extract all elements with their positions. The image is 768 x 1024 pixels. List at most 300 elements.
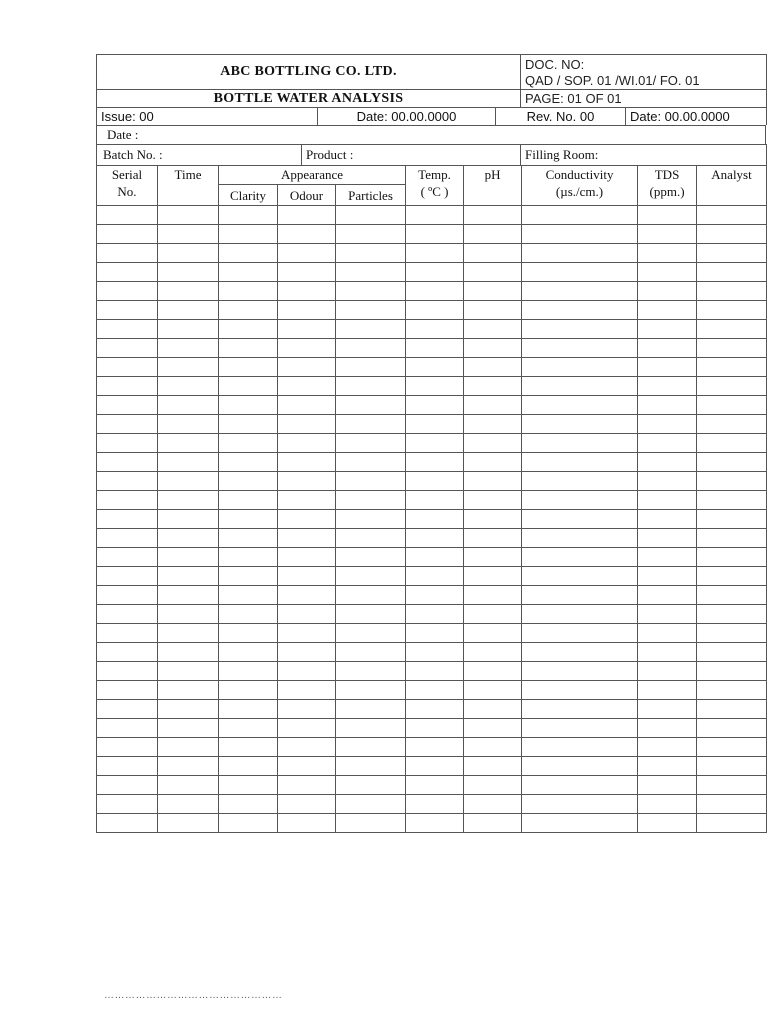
table-cell[interactable] [406,453,464,472]
table-cell[interactable] [522,757,638,776]
table-cell[interactable] [158,491,219,510]
table-cell[interactable] [697,586,767,605]
table-cell[interactable] [697,757,767,776]
table-cell[interactable] [278,434,336,453]
table-cell[interactable] [336,548,406,567]
table-cell[interactable] [638,719,697,738]
table-cell[interactable] [522,453,638,472]
table-cell[interactable] [336,472,406,491]
table-cell[interactable] [219,358,278,377]
table-cell[interactable] [697,320,767,339]
table-cell[interactable] [158,301,219,320]
table-cell[interactable] [278,548,336,567]
table-cell[interactable] [158,643,219,662]
table-cell[interactable] [158,738,219,757]
table-cell[interactable] [406,776,464,795]
table-cell[interactable] [97,586,158,605]
table-cell[interactable] [522,776,638,795]
table-cell[interactable] [638,453,697,472]
table-cell[interactable] [336,396,406,415]
table-cell[interactable] [278,624,336,643]
table-cell[interactable] [638,225,697,244]
table-cell[interactable] [336,719,406,738]
table-cell[interactable] [464,244,522,263]
table-cell[interactable] [336,206,406,225]
table-cell[interactable] [278,396,336,415]
table-cell[interactable] [278,605,336,624]
table-cell[interactable] [522,624,638,643]
table-cell[interactable] [697,472,767,491]
table-cell[interactable] [464,700,522,719]
table-cell[interactable] [464,757,522,776]
table-cell[interactable] [638,738,697,757]
table-cell[interactable] [464,814,522,833]
table-cell[interactable] [464,415,522,434]
table-cell[interactable] [278,491,336,510]
table-cell[interactable] [464,567,522,586]
table-cell[interactable] [522,814,638,833]
table-cell[interactable] [278,244,336,263]
table-cell[interactable] [278,814,336,833]
table-cell[interactable] [638,301,697,320]
table-cell[interactable] [697,548,767,567]
table-cell[interactable] [697,244,767,263]
table-cell[interactable] [97,244,158,263]
table-cell[interactable] [219,225,278,244]
table-cell[interactable] [219,757,278,776]
table-cell[interactable] [522,491,638,510]
table-cell[interactable] [464,662,522,681]
table-cell[interactable] [638,358,697,377]
table-cell[interactable] [522,339,638,358]
table-cell[interactable] [158,586,219,605]
table-cell[interactable] [697,719,767,738]
table-cell[interactable] [97,415,158,434]
table-cell[interactable] [97,282,158,301]
table-cell[interactable] [406,795,464,814]
table-cell[interactable] [638,586,697,605]
table-cell[interactable] [464,472,522,491]
table-cell[interactable] [158,282,219,301]
table-cell[interactable] [697,795,767,814]
table-cell[interactable] [464,339,522,358]
table-cell[interactable] [697,206,767,225]
table-cell[interactable] [406,339,464,358]
table-cell[interactable] [158,339,219,358]
table-cell[interactable] [336,301,406,320]
table-cell[interactable] [522,700,638,719]
table-cell[interactable] [406,548,464,567]
table-cell[interactable] [522,662,638,681]
table-cell[interactable] [158,225,219,244]
table-cell[interactable] [406,472,464,491]
table-cell[interactable] [278,377,336,396]
table-cell[interactable] [464,795,522,814]
table-cell[interactable] [697,510,767,529]
table-cell[interactable] [219,339,278,358]
table-cell[interactable] [406,624,464,643]
table-cell[interactable] [97,624,158,643]
table-cell[interactable] [522,320,638,339]
table-cell[interactable] [158,415,219,434]
table-cell[interactable] [278,776,336,795]
table-cell[interactable] [406,681,464,700]
table-cell[interactable] [97,358,158,377]
table-cell[interactable] [638,339,697,358]
table-cell[interactable] [336,434,406,453]
table-cell[interactable] [219,586,278,605]
table-cell[interactable] [219,681,278,700]
table-cell[interactable] [278,643,336,662]
table-cell[interactable] [158,263,219,282]
table-cell[interactable] [464,529,522,548]
table-cell[interactable] [406,206,464,225]
table-cell[interactable] [97,757,158,776]
table-cell[interactable] [336,757,406,776]
table-cell[interactable] [158,434,219,453]
table-cell[interactable] [406,415,464,434]
table-cell[interactable] [464,491,522,510]
table-cell[interactable] [219,472,278,491]
table-cell[interactable] [158,719,219,738]
table-cell[interactable] [97,681,158,700]
table-cell[interactable] [697,814,767,833]
table-cell[interactable] [697,681,767,700]
table-cell[interactable] [158,472,219,491]
table-cell[interactable] [219,282,278,301]
table-cell[interactable] [522,605,638,624]
table-cell[interactable] [278,225,336,244]
table-cell[interactable] [219,396,278,415]
table-cell[interactable] [464,548,522,567]
table-cell[interactable] [158,624,219,643]
table-cell[interactable] [97,396,158,415]
table-cell[interactable] [638,434,697,453]
table-cell[interactable] [697,263,767,282]
table-cell[interactable] [406,643,464,662]
table-cell[interactable] [406,434,464,453]
table-cell[interactable] [97,434,158,453]
table-cell[interactable] [638,415,697,434]
table-cell[interactable] [219,662,278,681]
table-cell[interactable] [336,681,406,700]
table-cell[interactable] [336,700,406,719]
table-cell[interactable] [522,548,638,567]
table-cell[interactable] [638,206,697,225]
table-cell[interactable] [464,282,522,301]
table-cell[interactable] [336,263,406,282]
table-cell[interactable] [278,282,336,301]
table-cell[interactable] [406,567,464,586]
table-cell[interactable] [638,814,697,833]
table-cell[interactable] [97,605,158,624]
table-cell[interactable] [697,738,767,757]
table-cell[interactable] [464,586,522,605]
table-cell[interactable] [697,605,767,624]
table-cell[interactable] [158,529,219,548]
table-cell[interactable] [97,263,158,282]
table-cell[interactable] [278,453,336,472]
table-cell[interactable] [336,529,406,548]
table-cell[interactable] [638,472,697,491]
table-cell[interactable] [697,358,767,377]
table-cell[interactable] [336,491,406,510]
table-cell[interactable] [97,339,158,358]
table-cell[interactable] [278,586,336,605]
table-cell[interactable] [97,776,158,795]
table-cell[interactable] [638,396,697,415]
table-cell[interactable] [697,396,767,415]
table-cell[interactable] [406,377,464,396]
table-cell[interactable] [406,757,464,776]
table-cell[interactable] [464,396,522,415]
table-cell[interactable] [97,320,158,339]
table-cell[interactable] [219,624,278,643]
table-cell[interactable] [464,320,522,339]
table-cell[interactable] [522,434,638,453]
table-cell[interactable] [406,358,464,377]
table-cell[interactable] [158,320,219,339]
table-cell[interactable] [522,377,638,396]
table-cell[interactable] [464,453,522,472]
table-cell[interactable] [697,339,767,358]
table-cell[interactable] [336,662,406,681]
table-cell[interactable] [219,320,278,339]
table-cell[interactable] [97,567,158,586]
table-cell[interactable] [336,776,406,795]
table-cell[interactable] [158,776,219,795]
table-cell[interactable] [638,795,697,814]
table-cell[interactable] [697,529,767,548]
table-cell[interactable] [278,472,336,491]
table-cell[interactable] [406,282,464,301]
table-cell[interactable] [97,700,158,719]
table-cell[interactable] [158,548,219,567]
table-cell[interactable] [97,719,158,738]
table-cell[interactable] [464,776,522,795]
table-cell[interactable] [97,643,158,662]
table-cell[interactable] [638,757,697,776]
table-cell[interactable] [336,510,406,529]
table-cell[interactable] [638,776,697,795]
table-cell[interactable] [336,415,406,434]
table-cell[interactable] [406,814,464,833]
table-cell[interactable] [464,225,522,244]
table-cell[interactable] [464,681,522,700]
table-cell[interactable] [336,339,406,358]
table-cell[interactable] [278,681,336,700]
table-cell[interactable] [406,719,464,738]
table-cell[interactable] [219,529,278,548]
table-cell[interactable] [278,700,336,719]
table-cell[interactable] [278,206,336,225]
table-cell[interactable] [219,643,278,662]
table-cell[interactable] [464,605,522,624]
table-cell[interactable] [522,358,638,377]
table-cell[interactable] [278,415,336,434]
table-cell[interactable] [464,263,522,282]
table-cell[interactable] [219,814,278,833]
table-cell[interactable] [219,548,278,567]
table-cell[interactable] [219,453,278,472]
table-cell[interactable] [219,263,278,282]
table-cell[interactable] [406,529,464,548]
table-cell[interactable] [638,510,697,529]
table-cell[interactable] [406,700,464,719]
table-cell[interactable] [219,700,278,719]
table-cell[interactable] [158,244,219,263]
table-cell[interactable] [522,529,638,548]
table-cell[interactable] [97,510,158,529]
table-cell[interactable] [522,225,638,244]
table-cell[interactable] [219,301,278,320]
table-cell[interactable] [406,396,464,415]
table-cell[interactable] [522,472,638,491]
table-cell[interactable] [697,377,767,396]
table-cell[interactable] [522,681,638,700]
table-cell[interactable] [219,244,278,263]
table-cell[interactable] [278,510,336,529]
table-cell[interactable] [278,662,336,681]
table-cell[interactable] [158,567,219,586]
table-cell[interactable] [464,301,522,320]
table-cell[interactable] [638,320,697,339]
table-cell[interactable] [522,396,638,415]
table-cell[interactable] [219,491,278,510]
table-cell[interactable] [638,529,697,548]
table-cell[interactable] [219,206,278,225]
table-cell[interactable] [97,377,158,396]
table-cell[interactable] [522,567,638,586]
table-cell[interactable] [336,814,406,833]
table-cell[interactable] [522,586,638,605]
table-cell[interactable] [219,377,278,396]
table-cell[interactable] [336,567,406,586]
table-cell[interactable] [278,719,336,738]
table-cell[interactable] [406,586,464,605]
table-cell[interactable] [638,491,697,510]
table-cell[interactable] [522,282,638,301]
table-cell[interactable] [464,624,522,643]
table-cell[interactable] [219,738,278,757]
table-cell[interactable] [336,586,406,605]
table-cell[interactable] [464,358,522,377]
table-cell[interactable] [464,738,522,757]
table-cell[interactable] [522,244,638,263]
table-cell[interactable] [697,662,767,681]
table-cell[interactable] [638,282,697,301]
table-cell[interactable] [97,529,158,548]
table-cell[interactable] [522,415,638,434]
table-cell[interactable] [522,301,638,320]
table-cell[interactable] [336,605,406,624]
table-cell[interactable] [158,453,219,472]
table-cell[interactable] [219,567,278,586]
table-cell[interactable] [278,339,336,358]
table-cell[interactable] [97,814,158,833]
table-cell[interactable] [697,415,767,434]
table-cell[interactable] [406,225,464,244]
table-cell[interactable] [406,605,464,624]
table-cell[interactable] [158,795,219,814]
table-cell[interactable] [406,662,464,681]
table-cell[interactable] [336,225,406,244]
table-cell[interactable] [158,757,219,776]
table-cell[interactable] [336,282,406,301]
table-cell[interactable] [638,567,697,586]
table-cell[interactable] [464,719,522,738]
table-cell[interactable] [638,377,697,396]
table-cell[interactable] [522,206,638,225]
table-cell[interactable] [158,700,219,719]
table-cell[interactable] [464,643,522,662]
table-cell[interactable] [522,263,638,282]
table-cell[interactable] [158,510,219,529]
table-cell[interactable] [697,453,767,472]
table-cell[interactable] [97,453,158,472]
table-cell[interactable] [219,510,278,529]
table-cell[interactable] [97,795,158,814]
table-cell[interactable] [406,738,464,757]
table-cell[interactable] [638,643,697,662]
table-cell[interactable] [97,491,158,510]
table-cell[interactable] [406,263,464,282]
table-cell[interactable] [522,643,638,662]
table-cell[interactable] [522,795,638,814]
table-cell[interactable] [219,719,278,738]
table-cell[interactable] [219,776,278,795]
table-cell[interactable] [219,605,278,624]
table-cell[interactable] [97,301,158,320]
table-cell[interactable] [336,738,406,757]
table-cell[interactable] [158,605,219,624]
table-cell[interactable] [406,491,464,510]
table-cell[interactable] [97,225,158,244]
table-cell[interactable] [278,320,336,339]
table-cell[interactable] [97,472,158,491]
table-cell[interactable] [158,814,219,833]
table-cell[interactable] [219,434,278,453]
table-cell[interactable] [278,795,336,814]
table-cell[interactable] [158,681,219,700]
table-cell[interactable] [336,624,406,643]
table-cell[interactable] [336,244,406,263]
table-cell[interactable] [336,320,406,339]
table-cell[interactable] [158,358,219,377]
table-cell[interactable] [219,415,278,434]
table-cell[interactable] [638,681,697,700]
table-cell[interactable] [522,738,638,757]
table-cell[interactable] [406,244,464,263]
table-cell[interactable] [697,776,767,795]
table-cell[interactable] [638,624,697,643]
table-cell[interactable] [336,453,406,472]
table-cell[interactable] [158,377,219,396]
table-cell[interactable] [97,548,158,567]
table-cell[interactable] [464,510,522,529]
table-cell[interactable] [278,301,336,320]
table-cell[interactable] [638,700,697,719]
table-cell[interactable] [697,225,767,244]
table-cell[interactable] [697,491,767,510]
table-cell[interactable] [278,567,336,586]
table-cell[interactable] [158,396,219,415]
table-cell[interactable] [97,738,158,757]
table-cell[interactable] [406,510,464,529]
table-cell[interactable] [638,548,697,567]
table-cell[interactable] [278,358,336,377]
table-cell[interactable] [278,529,336,548]
